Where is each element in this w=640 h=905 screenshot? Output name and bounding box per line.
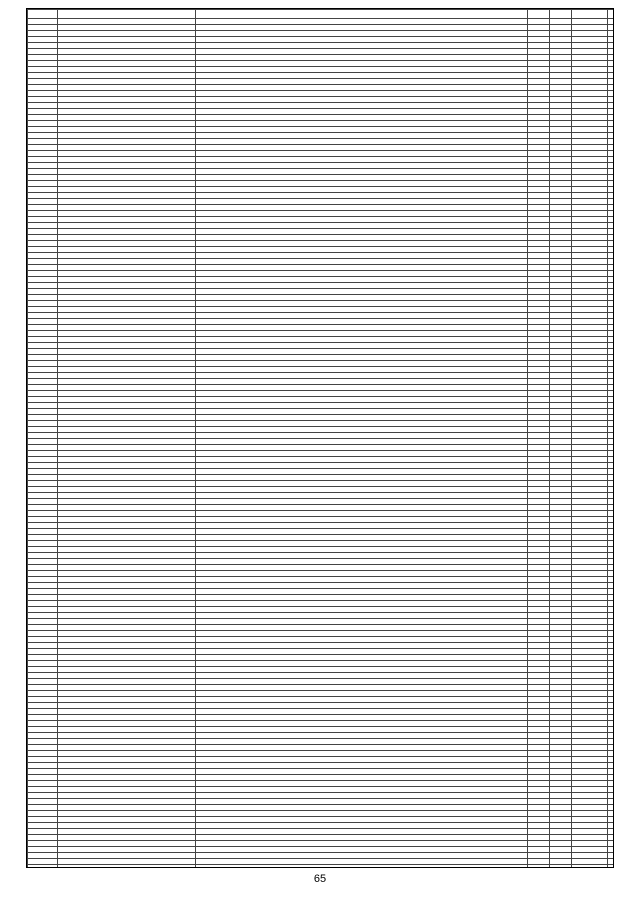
table-cell [58, 865, 196, 869]
table-row [28, 865, 615, 869]
column-header [572, 10, 608, 19]
table-cell [28, 865, 58, 869]
table-cell [608, 865, 615, 869]
column-header [196, 10, 528, 19]
table-cell [196, 865, 528, 869]
column-header [528, 10, 550, 19]
column-header [608, 10, 615, 19]
table-cell [528, 865, 550, 869]
table-cell [550, 865, 572, 869]
table-body [28, 19, 615, 869]
page-number: 65 [313, 873, 327, 885]
column-header [58, 10, 196, 19]
table-cell [572, 865, 608, 869]
column-header [550, 10, 572, 19]
register-table [27, 9, 614, 868]
column-header [28, 10, 58, 19]
table-header-row [28, 10, 615, 19]
register-table-sheet [26, 8, 614, 868]
